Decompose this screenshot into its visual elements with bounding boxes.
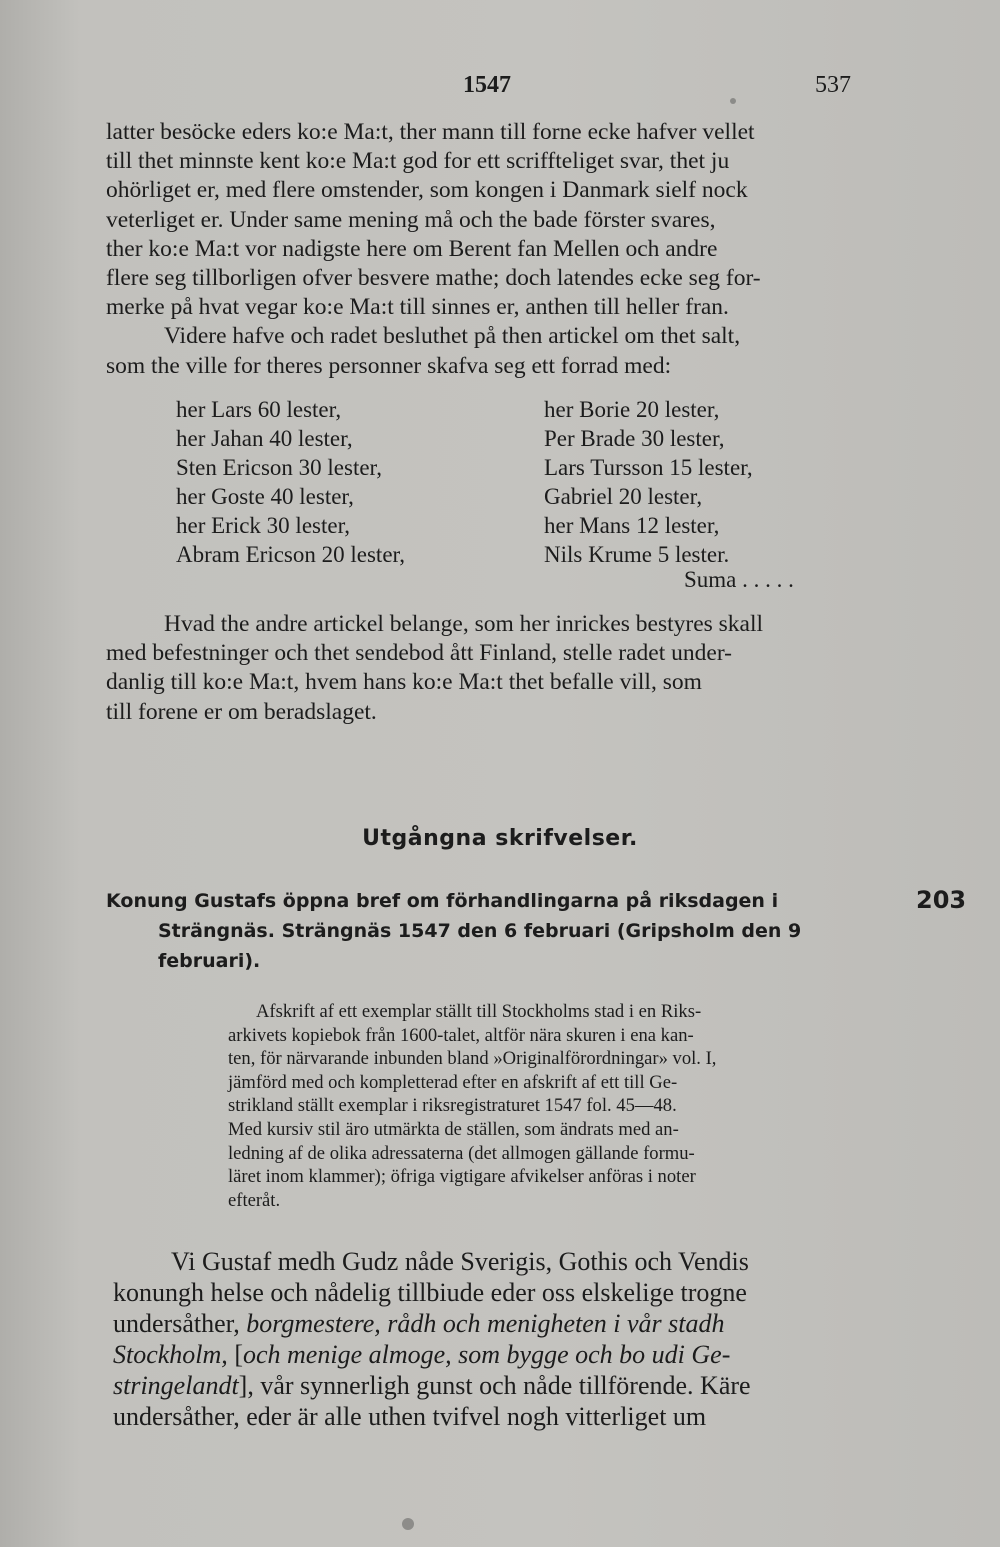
note-line: Med kursiv stil äro utmärkta de ställen, som ändrats med an- [228, 1118, 679, 1140]
letter-text [113, 1246, 891, 1432]
ink-speck [730, 98, 736, 104]
list-item: Lars Tursson 15 lester, [544, 455, 753, 480]
note-line: Afskrift af ett exemplar ställt till Stockholms stad i en Riks- [256, 1001, 702, 1022]
note-line: läret inom klammer); öfriga vigtigare afvikelser anföras i noter [228, 1166, 696, 1188]
letter-fragment: ], vår synnerligh gunst och nåde tillförende. Käre [238, 1371, 751, 1400]
text-line: merke på hvat vegar ko:e Ma:t till sinnes er, anthen till heller fran. [106, 294, 729, 321]
body-text [106, 118, 886, 381]
text-line: latter besöcke eders ko:e Ma:t, ther mann till forne ecke hafver vellet [106, 119, 755, 145]
letter-fragment: undersåther, [113, 1309, 247, 1338]
letter-line: Vi Gustaf medh Gudz nåde Sverigis, Gothis och Vendis [171, 1247, 749, 1276]
note-line: efteråt. [228, 1189, 281, 1211]
text-line: danlig till ko:e Ma:t, hvem hans ko:e Ma:t thet befalle vill, som [106, 669, 702, 696]
note-line: arkivets kopiebok från 1600-talet, altför nära skuren i ena kan- [228, 1024, 694, 1046]
list-item: Nils Krume 5 lester. [544, 542, 730, 567]
list-item: her Goste 40 lester, [176, 484, 354, 509]
heading-line: Strängnäs. Strängnäs 1547 den 6 februari (Gripsholm den 9 [158, 920, 802, 942]
heading-line: februari). [158, 950, 261, 972]
letter-italic-fragment: och menige almoge, som bygge och bo udi Ge- [242, 1340, 731, 1369]
letter-italic-fragment: borgmestere, rådh och menigheten i vår stadh [246, 1309, 725, 1338]
letter-line [113, 1308, 891, 1339]
list-item: her Jahan 40 lester, [176, 426, 353, 451]
list-item: her Erick 30 lester, [176, 513, 351, 538]
text-line: ohörliget er, med flere omstender, som kongen i Danmark sielf nock [106, 177, 748, 204]
text-line: Hvad the andre artickel belange, som her inrickes bestyres skall [164, 611, 764, 637]
letter-fragment: [ [227, 1340, 243, 1369]
letter-line [113, 1339, 891, 1370]
heading-line: Konung Gustafs öppna bref om förhandlingarna på riksdagen i [106, 890, 779, 912]
page-header [0, 72, 1000, 106]
note-line: jämförd med och kompletterad efter en afskrift af ett till Ge- [228, 1071, 678, 1093]
section-title: Utgångna skrifvelser. [362, 826, 638, 851]
document-heading [106, 886, 891, 976]
text-line: till forene er om beradslaget. [106, 698, 377, 725]
text-line: som the ville for theres personner skafva seg ett forrad med: [106, 352, 672, 379]
list-item: Per Brade 30 lester, [544, 426, 725, 451]
letter-italic-fragment: Stockholm, [113, 1340, 228, 1369]
page-number: 537 [815, 72, 851, 98]
list-item: Sten Ericson 30 lester, [176, 455, 383, 480]
text-line: till thet minnste kent ko:e Ma:t god for ett scriffteliget svar, thet ju [106, 148, 730, 175]
note-line: ledning af de olika adressaterna (det allmogen gällande formu- [228, 1142, 695, 1164]
suma-label: Suma . . . . . [684, 567, 794, 592]
list-item: Abram Ericson 20 lester, [176, 542, 406, 567]
text-line: ther ko:e Ma:t vor nadigste here om Berent fan Mellen och andre [106, 235, 718, 262]
ink-speck [402, 1518, 414, 1530]
list-item: her Lars 60 lester, [176, 397, 342, 422]
note-line: strikland ställt exemplar i riksregistraturet 1547 fol. 45—48. [228, 1095, 677, 1117]
letter-line [113, 1370, 891, 1401]
text-line: flere seg tillborligen ofver besvere mathe; doch latendes ecke seg for- [106, 265, 761, 292]
document-number: 203 [916, 886, 967, 914]
list-column-right [544, 395, 753, 569]
letter-line: konungh helse och nådelig tillbiude eder oss elskelige trogne [113, 1278, 747, 1307]
text-line: veterliget er. Under same mening må och the bade förster svares, [106, 206, 716, 233]
source-note [228, 1000, 888, 1212]
letter-italic-fragment: stringelandt [113, 1371, 239, 1400]
letter-line: undersåther, eder är alle uthen tvifvel nogh vitterliget um [113, 1402, 707, 1431]
text-line: med befestninger och thet sendebod ått Finland, stelle radet under- [106, 640, 732, 667]
list-item: her Borie 20 lester, [544, 397, 720, 422]
body-text [106, 610, 886, 727]
header-year: 1547 [463, 72, 511, 98]
note-line: ten, för närvarande inbunden bland »Originalförordningar» vol. I, [228, 1048, 717, 1070]
list-column-left [176, 395, 405, 569]
text-line: Videre hafve och radet besluthet på then artickel om thet salt, [164, 323, 741, 350]
list-item: Gabriel 20 lester, [544, 484, 703, 509]
list-item: her Mans 12 lester, [544, 513, 720, 538]
